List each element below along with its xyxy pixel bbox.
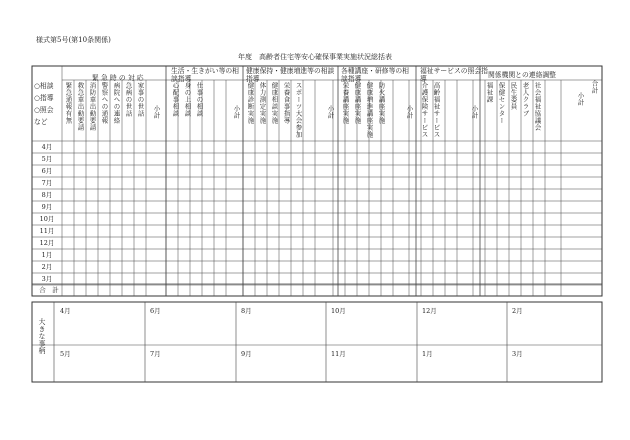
col-life-1: 心配事相談	[171, 82, 180, 117]
month-row-label: 4月	[41, 143, 53, 151]
month-row-label: 12月	[39, 239, 55, 247]
col-emergency-6: 急病の世話	[124, 82, 133, 117]
events-month-cell: 4月	[60, 307, 71, 315]
col-life-3: 仕事の相談	[195, 82, 204, 117]
col-emergency-4: 警察への通報	[100, 82, 109, 124]
events-month-cell: 1月	[422, 350, 433, 358]
col-emergency-subtotal: 小計	[152, 105, 161, 119]
col-health-3: 健康相談実施	[270, 82, 279, 124]
col-lecture-3: 健康増進講座実施	[365, 82, 374, 138]
col-lecture-2: 健康講座実施	[353, 82, 362, 124]
col-liaison-2: 保健センター	[497, 82, 506, 124]
col-lecture-subtotal: 小計	[405, 105, 414, 119]
group-header-emergency: 緊 急 時 の 対 応	[92, 74, 144, 82]
month-row-label: 9月	[41, 203, 53, 211]
col-welfare-1: 介護保険サービス	[420, 82, 429, 138]
col-life-subtotal: 小計	[232, 105, 241, 119]
row-header-guidance: ○指導	[34, 94, 54, 102]
col-health-4: 栄養食事指導	[282, 82, 291, 124]
form-number-label: 様式第5号(第10条関係)	[36, 36, 111, 44]
footer-total-label: 合 計	[39, 286, 59, 294]
events-month-cell: 10月	[331, 307, 346, 315]
events-month-cell: 8月	[241, 307, 252, 315]
group-header-welfare: 福祉サービスの照会指導	[420, 67, 488, 83]
events-month-cell: 9月	[241, 350, 252, 358]
group-header-health: 健康保持・健康増進等の相談指導	[246, 67, 335, 83]
col-liaison-subtotal: 小計	[576, 92, 585, 106]
month-row-label: 7月	[41, 179, 53, 187]
col-emergency-3: 消防車出動要請	[88, 82, 97, 131]
col-health-2: 体力測定実施	[258, 82, 267, 124]
document-title: 年度 高齢者住宅等安心確保事業実施状況総括表	[238, 53, 392, 61]
events-month-cell: 3月	[512, 350, 523, 358]
col-health-1: 健康診断実施	[246, 82, 255, 124]
col-liaison-4: 老人クラブ	[521, 82, 530, 117]
col-emergency-7: 家事の世話	[136, 82, 145, 117]
month-row-label: 10月	[39, 215, 55, 223]
month-row-label: 8月	[41, 191, 53, 199]
col-health-subtotal: 小計	[326, 105, 335, 119]
col-emergency-1: 緊急通報有無	[64, 82, 73, 124]
group-header-life: 生活・生きがい等の相談指導	[171, 67, 239, 83]
month-row-label: 2月	[41, 263, 53, 271]
events-month-cell: 12月	[422, 307, 437, 315]
group-header-liaison: 関係機関との連絡調整	[488, 71, 556, 79]
col-liaison-3: 民生委員	[509, 82, 518, 110]
events-month-cell: 6月	[150, 307, 161, 315]
events-month-cell: 2月	[512, 307, 523, 315]
col-life-2: 身の上相談	[183, 82, 192, 117]
col-grand-total: 合計	[590, 80, 599, 94]
col-lecture-1: 栄養講座実施	[341, 82, 350, 124]
major-events-label: 大きな事柄	[37, 318, 45, 355]
col-liaison-5: 社会福祉協議会	[533, 82, 542, 131]
month-row-label: 1月	[41, 251, 53, 259]
col-liaison-1: 福祉課	[485, 82, 494, 103]
month-row-label: 5月	[41, 155, 53, 163]
month-row-label: 11月	[39, 227, 55, 235]
col-emergency-2: 救急車出動要請	[76, 82, 85, 131]
group-header-lecture: 各種講座・研修等の相談指導	[341, 67, 409, 83]
col-welfare-subtotal: 小計	[470, 105, 479, 119]
col-health-5: スポーツ大会参加	[294, 82, 303, 138]
col-emergency-5: 病院への連絡	[112, 82, 121, 124]
month-row-label: 6月	[41, 167, 53, 175]
col-lecture-4: 防火講座実施	[377, 82, 386, 124]
row-header-inquiry: ○照会	[34, 106, 54, 114]
month-row-label: 3月	[41, 275, 53, 283]
events-month-cell: 11月	[331, 350, 346, 358]
events-month-cell: 5月	[60, 350, 71, 358]
col-welfare-2: 高齢福祉サービス	[432, 82, 441, 138]
row-header-consult: ○相談	[34, 82, 54, 90]
row-header-etc: など	[34, 118, 48, 126]
events-month-cell: 7月	[150, 350, 161, 358]
